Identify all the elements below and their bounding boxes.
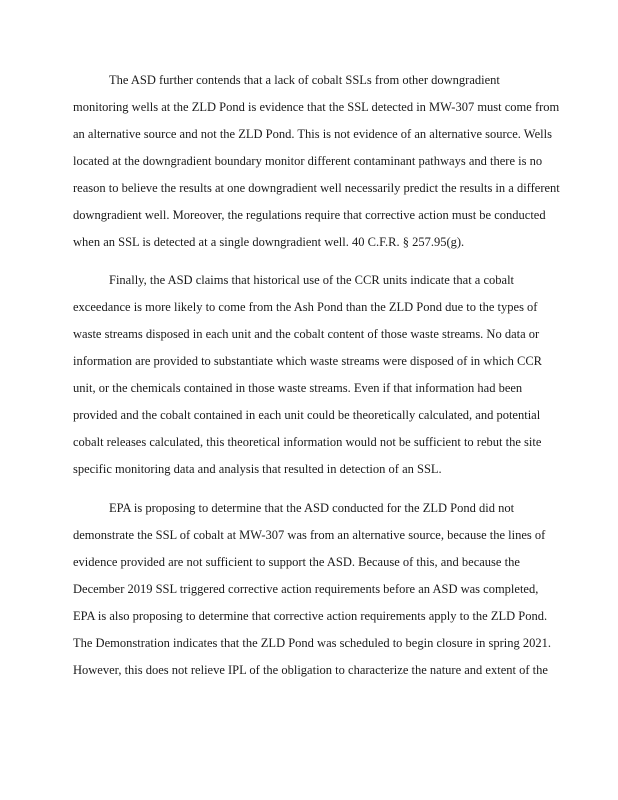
- text-line: reason to believe the results at one downgradient well necessarily predict the results in a different: [73, 181, 560, 195]
- text-line: unit, or the chemicals contained in those waste streams. Even if that information had been: [73, 381, 523, 395]
- text-line: The ASD further contends that a lack of cobalt SSLs from other downgradient: [109, 73, 500, 87]
- text-line: provided and the cobalt contained in each unit could be theoretically calculated, and potential: [73, 408, 541, 422]
- text-line: EPA is also proposing to determine that corrective action requirements apply to the ZLD Pond.: [73, 609, 548, 623]
- text-line: monitoring wells at the ZLD Pond is evidence that the SSL detected in MW-307 must come from: [73, 100, 560, 114]
- text-line: downgradient well. Moreover, the regulations require that corrective action must be conducted: [73, 208, 546, 222]
- text-line: specific monitoring data and analysis that resulted in detection of an SSL.: [73, 462, 442, 476]
- text-line: exceedance is more likely to come from the Ash Pond than the ZLD Pond due to the types of: [73, 300, 538, 314]
- text-line: located at the downgradient boundary monitor different contaminant pathways and there is no: [73, 154, 543, 168]
- text-line: information are provided to substantiate which waste streams were disposed of in which CCR: [73, 354, 542, 368]
- text-line: The Demonstration indicates that the ZLD Pond was scheduled to begin closure in spring 2021.: [73, 636, 552, 650]
- text-line: However, this does not relieve IPL of the obligation to characterize the nature and extent of the: [73, 663, 548, 677]
- text-line: evidence provided are not sufficient to support the ASD. Because of this, and because the: [73, 555, 520, 569]
- text-line: when an SSL is detected at a single downgradient well. 40 C.F.R. § 257.95(g).: [73, 235, 465, 249]
- text-line: waste streams disposed in each unit and the cobalt content of those waste streams. No data or: [73, 327, 540, 341]
- text-line: Finally, the ASD claims that historical use of the CCR units indicate that a cobalt: [109, 273, 515, 287]
- text-line: demonstrate the SSL of cobalt at MW-307 was from an alternative source, because the lines of: [73, 528, 546, 542]
- text-line: December 2019 SSL triggered corrective action requirements before an ASD was completed,: [73, 582, 539, 596]
- text-line: cobalt releases calculated, this theoretical information would not be sufficient to rebut the site: [73, 435, 542, 449]
- text-line: EPA is proposing to determine that the ASD conducted for the ZLD Pond did not: [109, 501, 515, 515]
- text-line: an alternative source and not the ZLD Pond. This is not evidence of an alternative source. Wells: [73, 127, 552, 141]
